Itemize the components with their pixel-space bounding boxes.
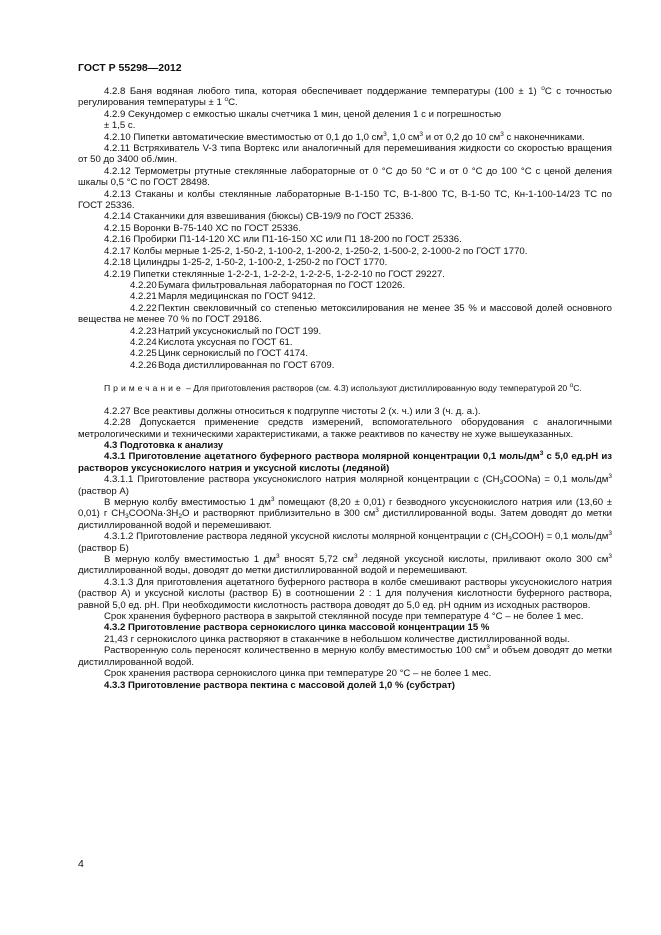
item-4-2-11: 4.2.11 Встряхиватель V-3 типа Вортекс или аналогичный для перемешивания жидкости со скоростью вращения от 50 до 3400 об./мин. xyxy=(78,143,612,166)
note: Примечание – Для приготовления растворов (см. 4.3) используют дистиллированную воду температурой 20 $^o$С. xyxy=(104,382,582,394)
item-4-2-15: 4.2.15 Воронки В-75-140 ХС по ГОСТ 25336. xyxy=(104,222,301,234)
solution-b-text: В мерную колбу вместимостью 1 $дм^3$ вносят 5,72 $см^3$ ледяной уксусной кислоты, приливают около 300 $см^3$ дистиллированной воды, доводят до метки дистиллированной водой и перемешивают. xyxy=(78,553,612,577)
item-4-2-26: 4.2.26Вода дистиллированная по ГОСТ 6709. xyxy=(130,359,335,371)
zinc-transfer-text: Растворенную соль переносят количественно в мерную колбу вместимостью 100 $см^3$ и объем доводят до метки дистиллированной водой. xyxy=(78,644,612,668)
item-4-2-12: 4.2.12 Термометры ртутные стеклянные лабораторные от 0 °С до 50 °С и от 0 °С до 100 °С с ценой деления шкалы 0,5 °С по ГОСТ 28498. xyxy=(78,165,612,189)
item-4-2-8: 4.2.8 Баня водяная любого типа, которая обеспечивает поддержание температуры (100 ± 1) $^o$С с точностью регулирования температуры ± 1 $^o$С. xyxy=(78,85,612,109)
subsection-heading-4-3-1: 4.3.1 Приготовление ацетатного буферного раствора молярной концентрации 0,1 моль/$дм^3$ с 5,0 ед.рН из растворов уксуснокислого натрия и уксусной кислоты (ледяной) xyxy=(78,450,612,474)
item-4-2-9-cont: ± 1,5 с. xyxy=(104,120,136,132)
item-4-2-9: 4.2.9 Секундомер с емкостью шкалы счетчика 1 мин, ценой деления 1 с и погрешностью xyxy=(104,108,502,120)
document-body xyxy=(78,86,612,691)
subsection-heading-4-3-3: 4.3.3 Приготовление раствора пектина с массовой долей 1,0 % (субстрат) xyxy=(104,679,455,691)
item-4-2-27: 4.2.27 Все реактивы должны относиться к подгруппе чистоты 2 (х. ч.) или 3 (ч. д. а.). xyxy=(104,405,481,417)
item-4-2-14: 4.2.14 Стаканчики для взвешивания (бюксы) СВ-19/9 по ГОСТ 25336. xyxy=(104,211,414,223)
subsection-heading-4-3-2: 4.3.2 Приготовление раствора сернокислого цинка массовой концентрации 15 % xyxy=(104,622,490,634)
note-label: Примечание xyxy=(104,383,184,394)
buffer-storage-text: Срок хранения буферного раствора в закрытой стеклянной посуде при температуре 4 °С – не более 1 мес. xyxy=(104,611,584,623)
item-4-2-13: 4.2.13 Стаканы и колбы стеклянные лабораторные В-1-150 ТС, В-1-800 ТС, В-1-50 ТС, Кн-1-100-14/23 ТС по ГОСТ 25336. xyxy=(78,188,612,212)
item-4-2-19: 4.2.19 Пипетки стеклянные 1-2-2-1, 1-2-2-2, 1-2-2-5, 1-2-2-10 по ГОСТ 29227. xyxy=(104,268,445,280)
item-4-2-18: 4.2.18 Цилиндры 1-25-2, 1-50-2, 1-100-2, 1-250-2 по ГОСТ 1770. xyxy=(104,257,388,269)
zinc-storage-text: Срок хранения раствора сернокислого цинка при температуре 20 °С – не более 1 мес. xyxy=(104,668,492,680)
page-number: 4 xyxy=(78,858,84,870)
item-4-2-20: 4.2.20Бумага фильтровальная лабораторная по ГОСТ 12026. xyxy=(130,279,406,291)
section-heading-4-3: 4.3 Подготовка к анализу xyxy=(104,439,224,451)
item-4-3-1-1: 4.3.1.1 Приготовление раствора уксуснокислого натрия молярной концентрации с $(CH_3COONa) = 0,1$ моль/$дм^3$ (раствор А) xyxy=(78,473,612,497)
item-4-2-25: 4.2.25Цинк сернокислый по ГОСТ 4174. xyxy=(130,348,309,360)
spacer xyxy=(78,371,612,379)
item-4-2-21: 4.2.21Марля медицинская по ГОСТ 9412. xyxy=(130,291,316,303)
spacer xyxy=(78,394,612,402)
item-4-2-16: 4.2.16 Пробирки П1-14-120 ХС или П1-16-150 ХС или П1 18-200 по ГОСТ 25336. xyxy=(104,234,462,246)
page-header: ГОСТ Р 55298—2012 xyxy=(78,62,182,74)
item-4-2-17: 4.2.17 Колбы мерные 1-25-2, 1-50-2, 1-100-2, 1-200-2, 1-250-2, 1-500-2, 2-1000-2 по ГОСТ 1770. xyxy=(104,245,528,257)
solution-a-text: В мерную колбу вместимостью 1 $дм^3$ помещают (8,20 ± 0,01) г безводного уксуснокислого натрия или (13,60 ± 0,01) г $CH_3COONa\cdot 3H_2O$ и растворяют приблизительно в 300 $см^3$ дистиллированной воды. Затем доводят до метки дистиллированной водой и перемешивают. xyxy=(78,496,613,531)
item-4-2-28: 4.2.28 Допускается применение средств измерений, вспомогательного оборудования с аналогичными метрологическими и техническими характеристиками, а также реактивов по качеству не хуже вышеуказанных. xyxy=(78,417,612,440)
item-4-2-22: 4.2.22Пектин свекловичный со степенью метоксилирования не менее 35 % и массовой долей основного вещества не менее 70 % по ГОСТ 29186. xyxy=(78,302,612,326)
item-4-2-24: 4.2.24Кислота уксусная по ГОСТ 61. xyxy=(130,336,293,348)
item-4-3-1-3: 4.3.1.3 Для приготовления ацетатного буферного раствора в колбе смешивают растворы уксуснокислого натрия (раствор А) и уксусной кислоты (раствор Б) в соотношении 2 : 1 для получения кислотности буферного раствора, равной 5,0 ед. рН. При необходимости кислотность раствора доводят до 5,0 ед. рН одним из исходных растворов. xyxy=(78,576,612,611)
item-4-2-23: 4.2.23Натрий уксуснокислый по ГОСТ 199. xyxy=(130,325,322,337)
item-4-3-1-2: 4.3.1.2 Приготовление раствора ледяной уксусной кислоты молярной концентрации с $(CH_3COOH) = 0,1$ моль/$дм^3$ (раствор Б) xyxy=(78,530,613,554)
item-4-2-10: 4.2.10 Пипетки автоматические вместимостью от 0,1 до 1,0 $см^3$, 1,0 $см^3$ и от 0,2 до 10 $см^3$ с наконечниками. xyxy=(104,130,585,143)
zinc-sulfate-text: 21,43 г сернокислого цинка растворяют в стаканчике в небольшом количестве дистиллированной воды. xyxy=(104,633,570,645)
